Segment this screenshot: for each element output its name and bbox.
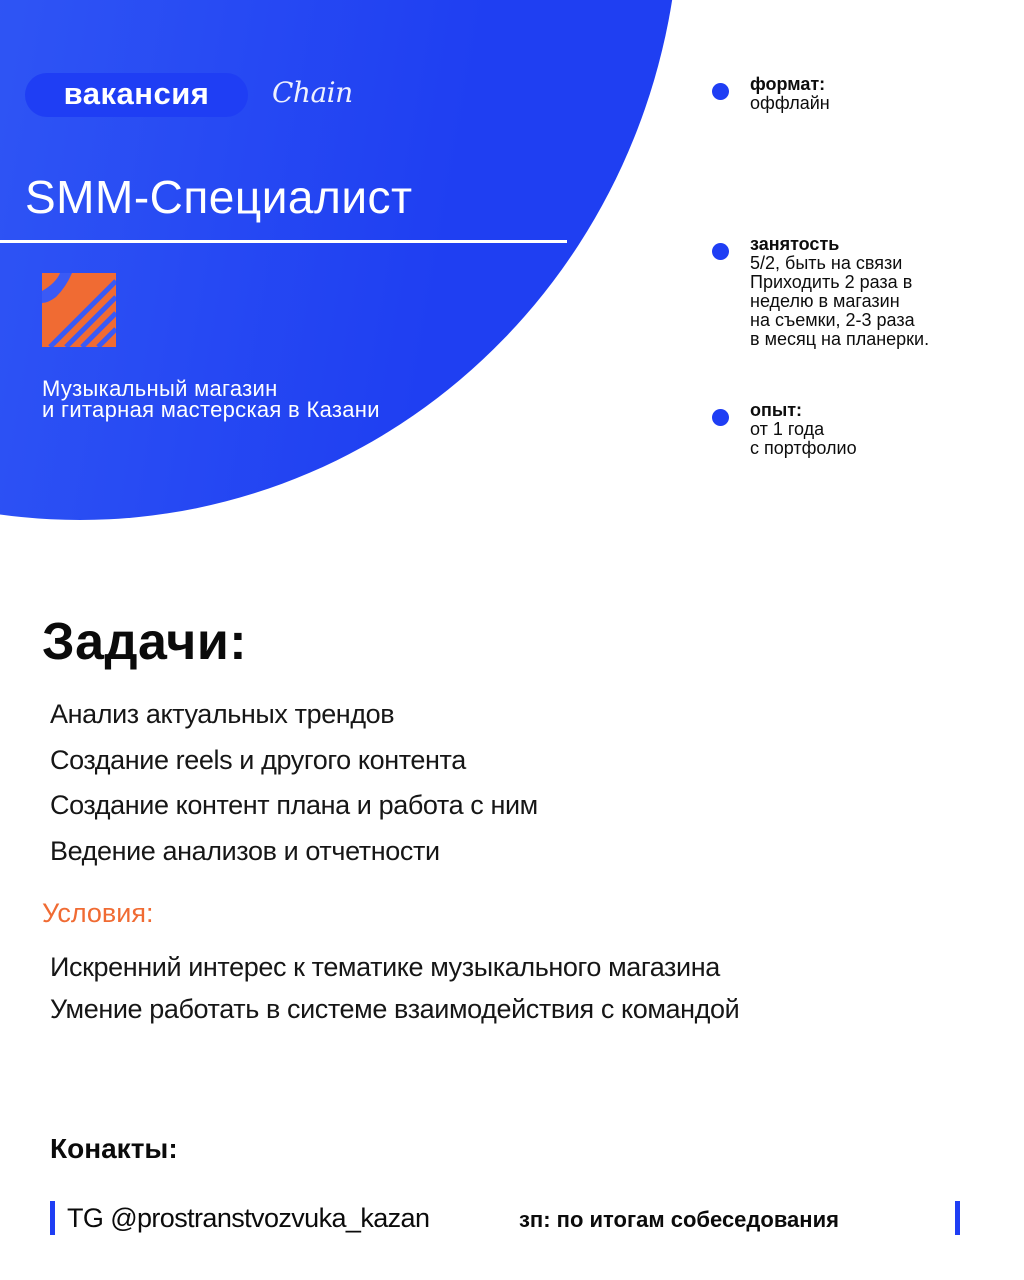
condition-item: Умение работать в системе взаимодействия с командой [50, 994, 740, 1024]
company-description-line: и гитарная мастерская в Казани [42, 397, 380, 422]
company-description [42, 378, 562, 420]
fact-value: оффлайн [750, 93, 830, 113]
fact-value: от 1 года с портфолио [750, 419, 857, 458]
task-item: Создание reels и другого контента [50, 744, 466, 775]
brand-logo-icon [42, 273, 116, 347]
salary-info: зп: по итогам собеседования [519, 1207, 839, 1232]
bullet-dot [712, 243, 729, 260]
tasks-title: Задачи: [42, 613, 248, 671]
telegram-contact[interactable]: TG @prostranstvozvuka_kazan [67, 1203, 430, 1233]
fact-value: 5/2, быть на связи Приходить 2 раза в неделю в магазин на съемки, 2-3 раза в месяц на планерки. [750, 253, 930, 349]
condition-item: Искренний интерес к тематике музыкального магазина [50, 952, 720, 982]
fact-label: формат: [750, 74, 826, 94]
tasks-list [50, 696, 538, 878]
vacancy-badge: вакансия [25, 73, 248, 117]
job-title: SMM-Специалист [25, 171, 413, 223]
task-item: Анализ актуальных трендов [50, 699, 395, 729]
conditions-list [50, 950, 739, 1034]
task-item: Создание контент плана и работа с ним [50, 790, 538, 820]
fact-label: опыт: [750, 400, 803, 420]
left-accent-bar [50, 1201, 55, 1235]
company-description-line: Музыкальный магазин [42, 376, 278, 401]
right-accent-bar [955, 1201, 960, 1235]
contacts-title: Конакты: [50, 1133, 178, 1164]
conditions-title: Условия: [42, 898, 154, 928]
title-divider [0, 240, 567, 243]
bullet-dot [712, 409, 729, 426]
fact-label: занятость [750, 234, 840, 254]
bullet-dot [712, 83, 729, 100]
chain-logo: Chain [272, 76, 353, 109]
task-item: Ведение анализов и отчетности [50, 835, 440, 866]
